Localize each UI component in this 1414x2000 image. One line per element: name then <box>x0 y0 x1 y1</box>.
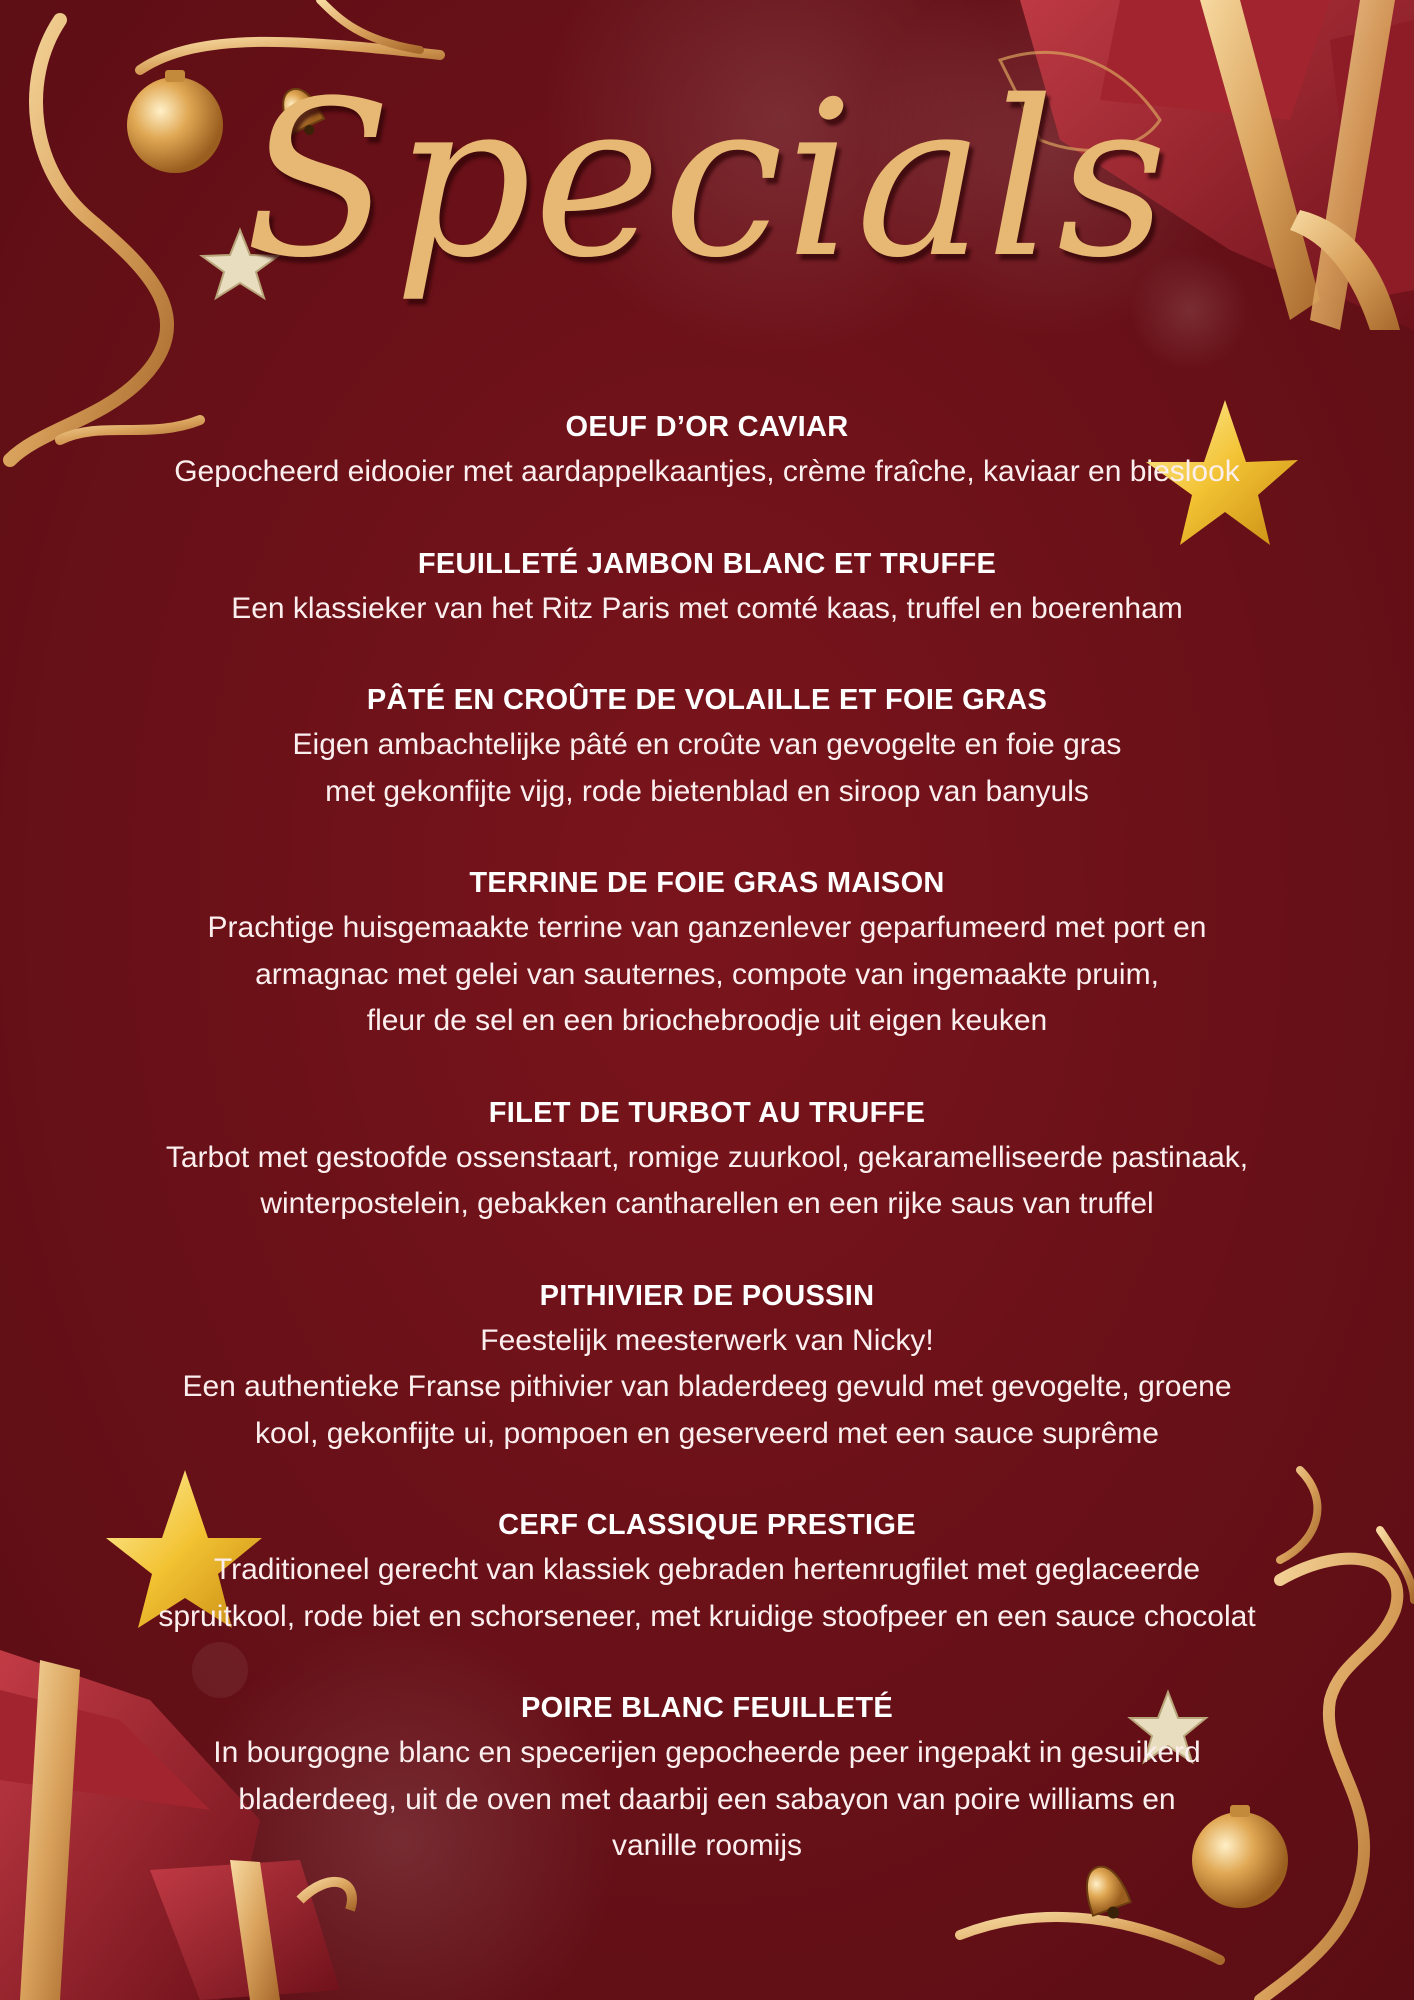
menu-item-name: PÂTÉ EN CROÛTE DE VOLAILLE ET FOIE GRAS <box>366 684 1048 716</box>
menu-item-name: FEUILLETÉ JAMBON BLANC ET TRUFFE <box>417 547 997 580</box>
menu-item-description: met gekonfijte vijg, rode bietenblad en siroop van banyuls <box>325 774 1089 808</box>
menu-item-description: Gepocheerd eidooier met aardappelkaantjes, crème fraîche, kaviaar en bieslook <box>174 455 1240 488</box>
menu-item <box>40 1686 1374 1870</box>
menu-item-description: Een klassieker van het Ritz Paris met comté kaas, truffel en boerenham <box>231 591 1183 625</box>
menu-item-description: winterpostelein, gebakken cantharellen en een rijke saus van truffel <box>260 1187 1154 1220</box>
menu-item-name: OEUF D’OR CAVIAR <box>565 411 849 443</box>
menu-item <box>40 1091 1374 1228</box>
specials-menu <box>40 405 1374 1870</box>
menu-item-description: vanille roomijs <box>611 1829 803 1862</box>
menu-item-description: fleur de sel en een briochebroodje uit eigen keuken <box>366 1004 1048 1037</box>
menu-item <box>40 678 1374 815</box>
menu-item-description: Feestelijk meesterwerk van Nicky! <box>480 1323 934 1357</box>
menu-item-description: bladerdeeg, uit de oven met daarbij een sabayon van poire williams en <box>238 1782 1176 1816</box>
menu-item-description: Tarbot met gestoofde ossenstaart, romige zuurkool, gekaramelliseerde pastinaak, <box>165 1140 1249 1174</box>
page-title: Specials <box>244 54 1170 305</box>
menu-item-description: Traditioneel gerecht van klassiek gebraden hertenrugfilet met geglaceerde <box>213 1553 1201 1586</box>
menu-item-description: spruitkool, rode biet en schorseneer, met kruidige stoofpeer en een sauce chocolat <box>158 1599 1256 1633</box>
menu-item-description: kool, gekonfijte ui, pompoen en geserveerd met een sauce suprême <box>255 1416 1159 1450</box>
menu-item-name: TERRINE DE FOIE GRAS MAISON <box>469 867 945 899</box>
menu-item <box>40 542 1374 633</box>
menu-item <box>40 1503 1374 1640</box>
menu-item-description: Prachtige huisgemaakte terrine van ganzenlever geparfumeerd met port en <box>207 911 1207 944</box>
menu-item-name: FILET DE TURBOT AU TRUFFE <box>488 1096 926 1129</box>
menu-item-description: In bourgogne blanc en specerijen gepocheerde peer ingepakt in gesuikerd <box>213 1736 1201 1769</box>
menu-item <box>40 405 1374 496</box>
menu-item <box>40 861 1374 1045</box>
menu-item-name: CERF CLASSIQUE PRESTIGE <box>498 1509 916 1541</box>
menu-item-name: PITHIVIER DE POUSSIN <box>539 1279 875 1312</box>
menu-item <box>40 1274 1374 1458</box>
menu-item-description: armagnac met gelei van sauternes, compote van ingemaakte pruim, <box>255 957 1159 991</box>
menu-item-name: POIRE BLANC FEUILLETÉ <box>520 1692 894 1724</box>
menu-item-description: Eigen ambachtelijke pâté en croûte van gevogelte en foie gras <box>292 728 1122 761</box>
menu-item-description: Een authentieke Franse pithivier van bladerdeeg gevuld met gevogelte, groene <box>182 1370 1232 1403</box>
